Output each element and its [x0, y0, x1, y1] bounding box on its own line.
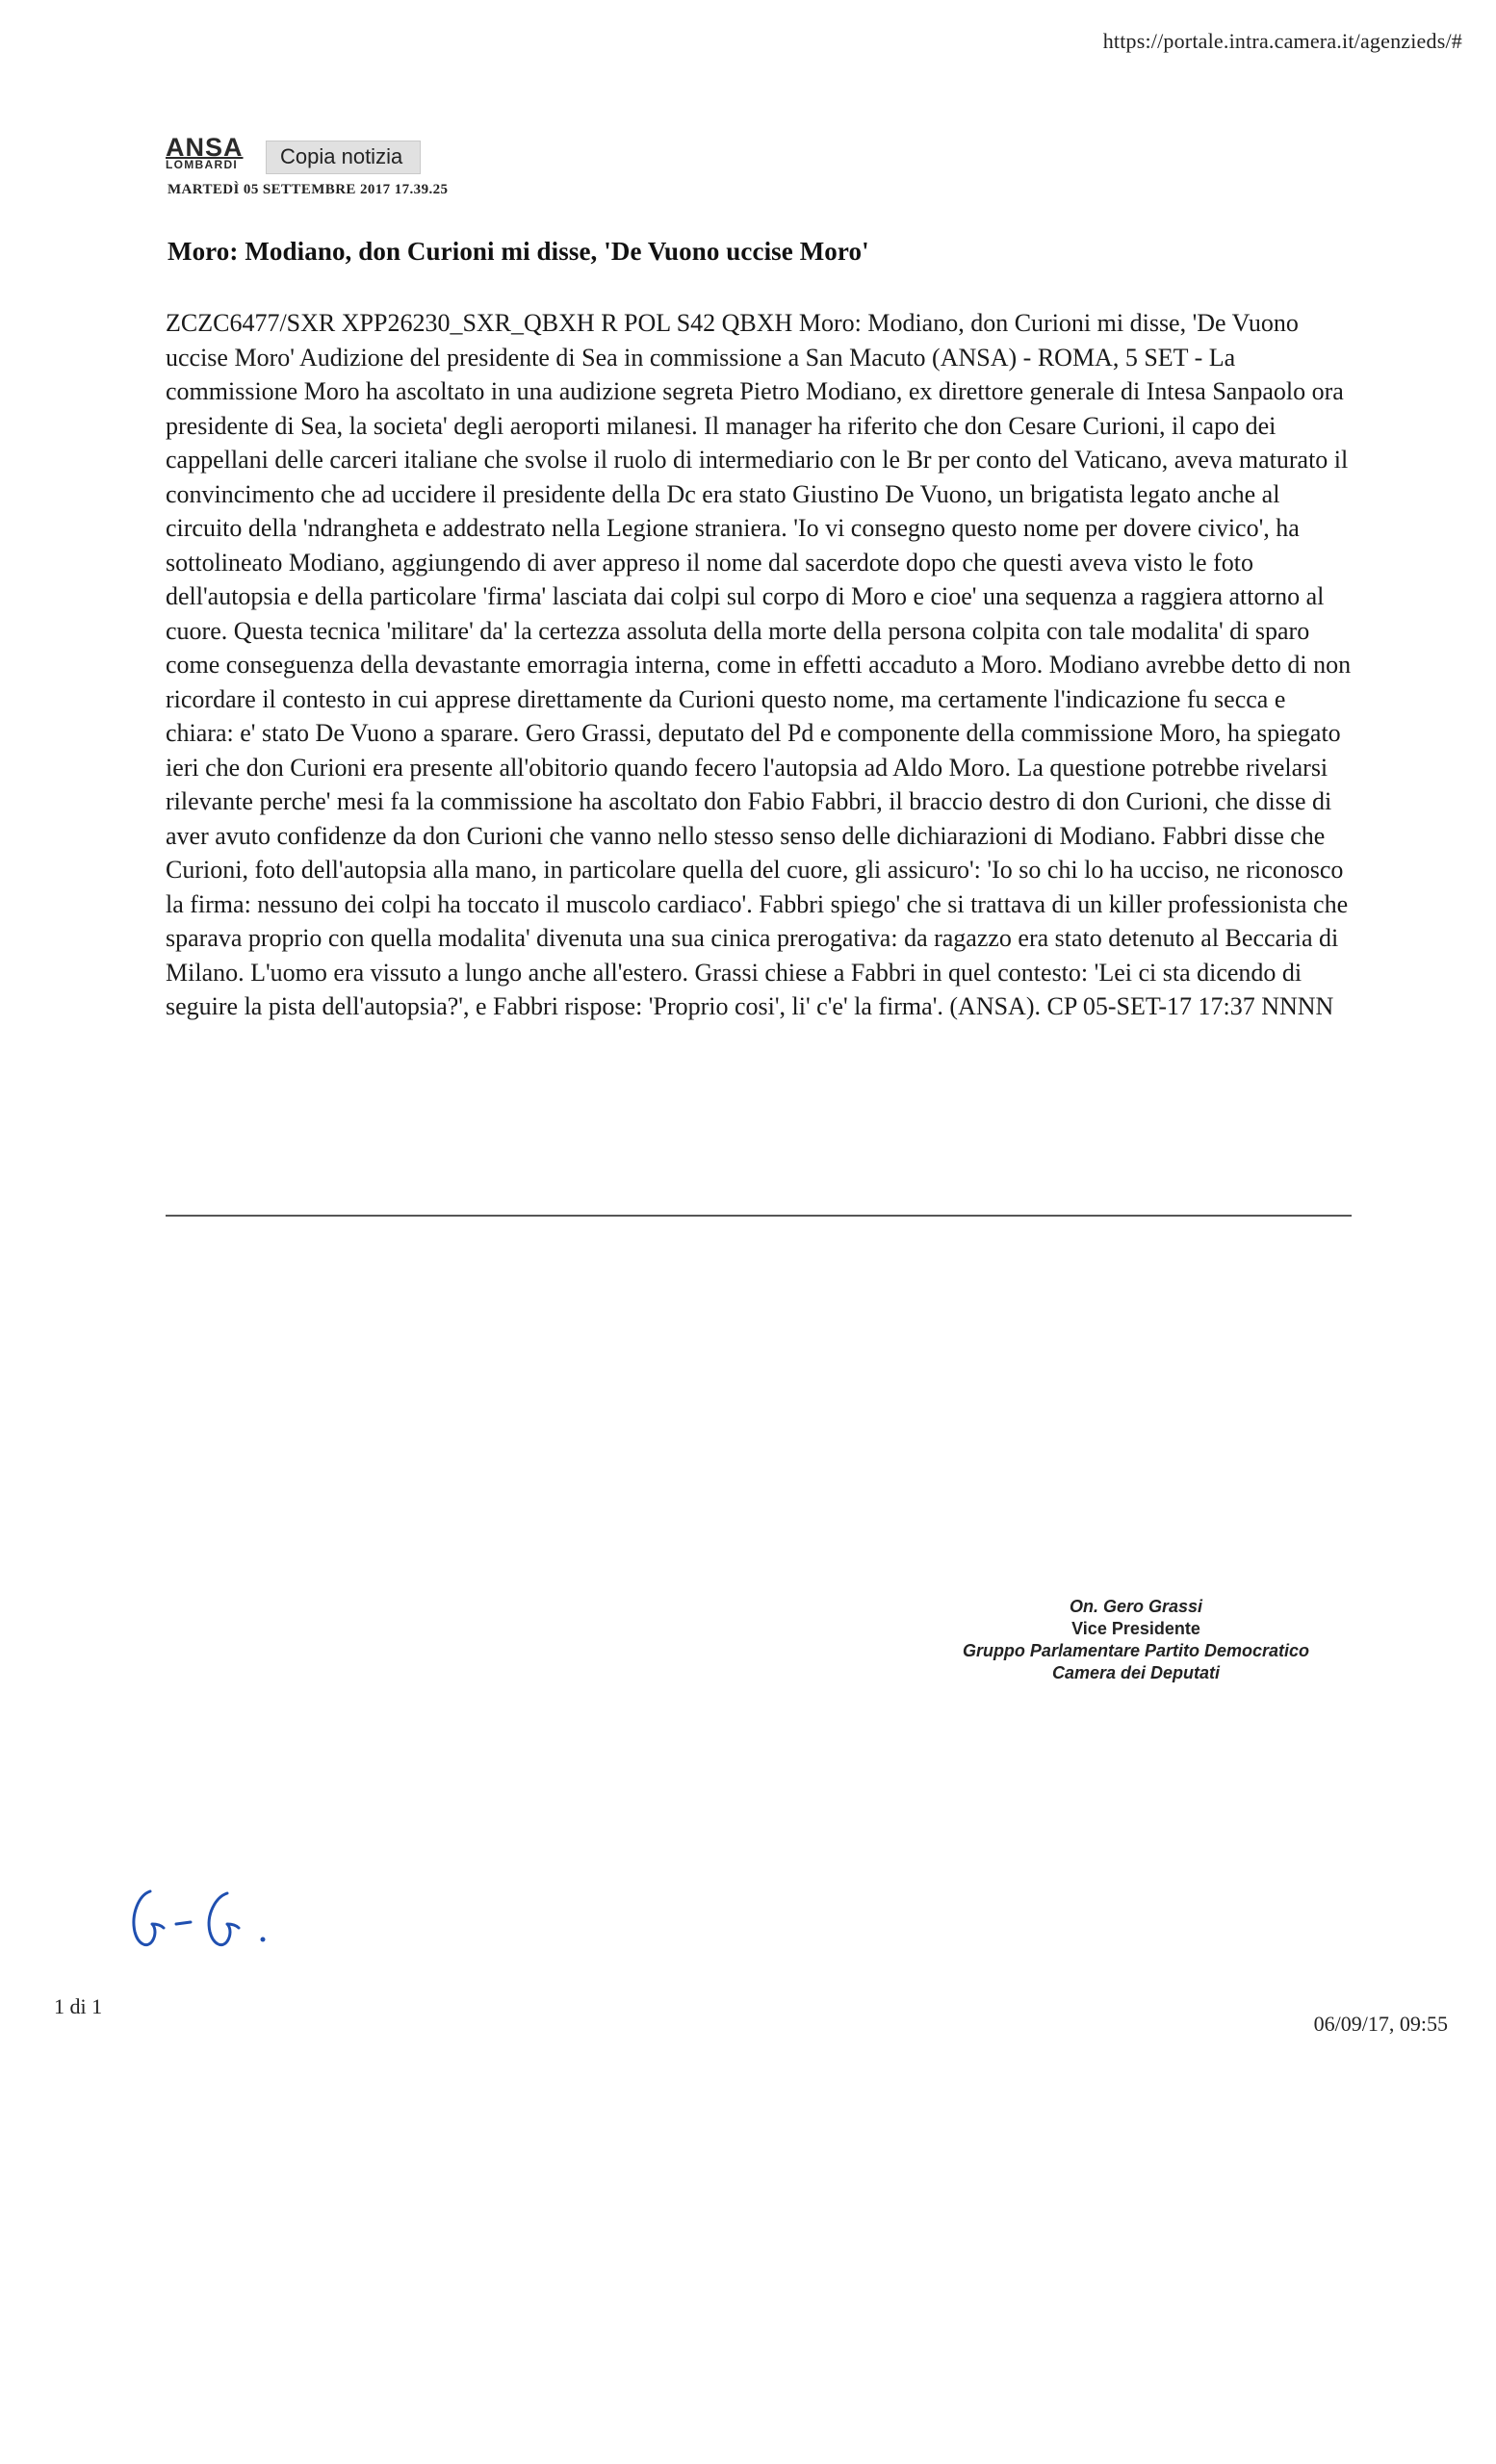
ansa-logo-main: ANSA: [166, 133, 244, 162]
page-url: https://portale.intra.camera.it/agenzieds/#: [1102, 29, 1462, 53]
print-timestamp: 06/09/17, 09:55: [1313, 2012, 1448, 2036]
ansa-logo: [166, 135, 262, 170]
news-body: ZCZC6477/SXR XPP26230_SXR_QBXH R POL S42 QBXH Moro: Modiano, don Curioni mi disse, 'De Vuono uccise Moro' Audizione del presidente di Sea in commissione a San Macuto (ANSA) - ROMA, 5 SET - La commissione Moro ha ascoltato in una audizione segreta Pietro Modiano, ex direttore generale di Intesa Sanpaolo ora presidente di Sea, la societa' degli aeroporti milanesi. Il manager ha riferito che don Cesare Curioni, il capo dei cappellani delle carceri italiane che svolse il ruolo di intermediario con le Br per conto del Vaticano, aveva maturato il convincimento che ad uccidere il presidente della Dc era stato Giustino De Vuono, un brigatista legato anche al circuito della 'ndrangheta e addestrato nella Legione straniera. 'Io vi consegno questo nome per dovere civico', ha sottolineato Modiano, aggiungendo di aver appreso il nome dal sacerdote dopo che questi aveva visto le foto dell'autopsia e della particolare 'firma' lasciata dai colpi sul corpo di Moro e cioe' una sequenza a raggiera attorno al cuore. Questa tecnica 'militare' da' la certezza assoluta della morte della persona colpita con tale modalita' di sparo come conseguenza della devastante emorragia interna, come in effetti accaduto a Moro. Modiano avrebbe detto di non ricordare il contesto in cui apprese direttamente da Curioni questo nome, ma certamente l'indicazione fu secca e chiara: e' stato De Vuono a sparare. Gero Grassi, deputato del Pd e componente della commissione Moro, ha spiegato ieri che don Curioni era presente all'obitorio quando fecero l'autopsia ad Aldo Moro. La questione potrebbe rivelarsi rilevante perche' mesi fa la commissione ha ascoltato don Fabio Fabbri, il braccio destro di don Curioni, che disse di aver avuto confidenze da don Curioni che vanno nello stesso senso delle dichiarazioni di Modiano. Fabbri disse che Curioni, foto dell'autopsia alla mano, in particolare quella del cuore, gli assicuro': 'Io so chi lo ha ucciso, ne riconosco la firma: nessuno dei colpi ha toccato il muscolo cardiaco'. Fabbri spiego' che si trattava di un killer professionista che sparava proprio con quella modalita' divenuta una sua cinica prerogativa: da ragazzo era stato detenuto al Beccaria di Milano. L'uomo era vissuto a lungo anche all'estero. Grassi chiese a Fabbri in quel contesto: 'Lei ci sta dicendo di seguire la pista dell'autopsia?', e Fabbri rispose: 'Proprio cosi', li' c'e' la firma'. (ANSA). CP 05-SET-17 17:37 NNNN: [166, 309, 1352, 1020]
handwritten-initials: [123, 1882, 297, 1964]
signature-name: On. Gero Grassi: [1069, 1597, 1203, 1616]
handwritten-initials-drawing: [123, 1882, 297, 1959]
copy-news-button[interactable]: Copia notizia: [266, 141, 421, 174]
signature-chamber: Camera dei Deputati: [1051, 1663, 1221, 1682]
signature-group: Gruppo Parlamentare Partito Democratico: [962, 1641, 1310, 1660]
news-headline: Moro: Modiano, don Curioni mi disse, 'De Vuono uccise Moro': [168, 237, 869, 266]
page-number: 1 di 1: [54, 1994, 103, 2018]
signature-block: [866, 1596, 1406, 1684]
news-date: MARTEDÌ 05 SETTEMBRE 2017 17.39.25: [168, 182, 449, 197]
divider: [166, 1215, 1352, 1217]
ansa-logo-sub: LOMBARDI: [166, 158, 239, 171]
ansa-header: [166, 135, 421, 174]
signature-role: Vice Presidente: [1071, 1619, 1200, 1638]
